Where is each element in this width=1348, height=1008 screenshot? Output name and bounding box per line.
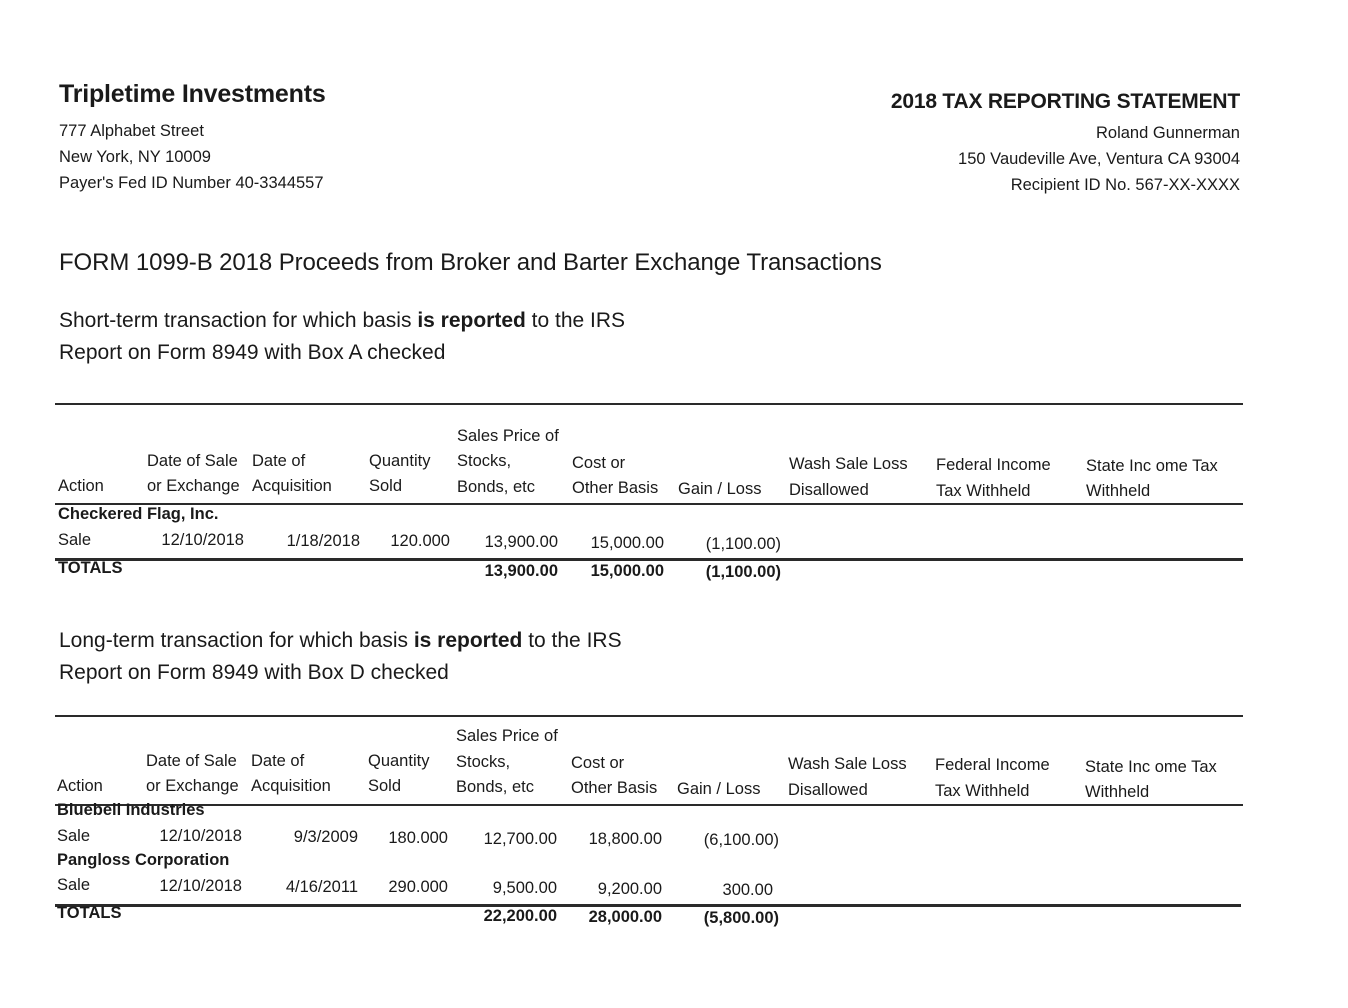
short-term-subheading: Report on Form 8949 with Box A checked [59, 341, 446, 364]
payer-block [59, 80, 326, 196]
row-sales: 9,500.00 [492, 879, 557, 897]
row-gain: 300.00 [722, 881, 773, 899]
col-sales-header-1: Sales Price of [457, 427, 559, 445]
short-term-header-rule [55, 503, 1243, 505]
short-term-heading-bold: is reported [417, 309, 526, 332]
col-date-acq-header-2: Acquisition [252, 477, 332, 495]
col-date-acq-header-1: Date of [252, 452, 306, 470]
long-term-header-rule [55, 804, 1243, 806]
row-date-acq: 4/16/2011 [285, 878, 358, 896]
long-term-heading-pre: Long-term transaction for which basis [59, 629, 414, 652]
row-date-sale: 12/10/2018 [159, 827, 242, 845]
col-gain-header: Gain / Loss [677, 780, 761, 798]
short-term-top-rule [55, 403, 1243, 405]
col-wash-header-2: Disallowed [788, 781, 868, 799]
col-qty-header-1: Quantity [369, 452, 431, 470]
col-state-header-2: Withheld [1085, 783, 1150, 801]
col-fed-header-2: Tax Withheld [936, 482, 1031, 500]
row-sales: 12,700.00 [483, 830, 557, 848]
col-qty-header-2: Sold [369, 477, 403, 495]
col-qty-header-1: Quantity [368, 752, 430, 770]
payer-fed-id: Payer's Fed ID Number 40-3344557 [59, 174, 324, 192]
short-term-heading [59, 305, 625, 369]
col-date-sale-header-2: or Exchange [147, 477, 240, 495]
form-title: FORM 1099-B 2018 Proceeds from Broker and Barter Exchange Transactions [59, 249, 882, 276]
row-cost: 18,800.00 [588, 830, 662, 848]
col-date-acq-header-1: Date of [251, 752, 305, 770]
col-action-header: Action [57, 777, 103, 795]
row-qty: 290.000 [388, 878, 448, 896]
col-gain-header: Gain / Loss [678, 480, 762, 498]
col-fed-header-1: Federal Income [936, 456, 1051, 474]
recipient-id: Recipient ID No. 567-XX-XXXX [1010, 176, 1240, 194]
col-cost-header-2: Other Basis [571, 779, 658, 797]
col-date-sale-header-1: Date of Sale [147, 452, 238, 470]
row-qty: 180.000 [388, 829, 448, 847]
short-term-heading-pre: Short-term transaction for which basis [59, 309, 418, 332]
row-action: Sale [57, 876, 91, 894]
short-term-heading-post: to the IRS [525, 309, 626, 332]
long-term-heading [59, 625, 622, 689]
totals-cost: 15,000.00 [590, 562, 664, 580]
row-action: Sale [58, 531, 92, 549]
col-fed-header-2: Tax Withheld [935, 782, 1030, 800]
row-date-sale: 12/10/2018 [159, 877, 242, 895]
totals-label: TOTALS [57, 904, 122, 922]
long-term-heading-bold: is reported [413, 629, 523, 652]
long-term-top-rule [55, 715, 1243, 717]
col-state-header-2: Withheld [1086, 482, 1151, 500]
col-state-header-1: State Inc ome Tax [1085, 758, 1217, 776]
payer-address-street: 777 Alphabet Street [59, 122, 204, 140]
long-term-heading-post: to the IRS [522, 629, 622, 652]
col-sales-header-3: Bonds, etc [456, 778, 534, 796]
col-date-sale-header-1: Date of Sale [146, 752, 237, 770]
col-fed-header-1: Federal Income [935, 756, 1050, 774]
col-qty-header-2: Sold [368, 777, 402, 795]
row-qty: 120.000 [390, 532, 450, 550]
row-sales: 13,900.00 [484, 533, 558, 551]
security-name: Pangloss Corporation [57, 851, 230, 869]
col-sales-header-2: Stocks, [457, 452, 512, 470]
col-action-header: Action [58, 477, 104, 495]
payer-name: Tripletime Investments [59, 80, 326, 108]
col-wash-header-2: Disallowed [789, 481, 869, 499]
row-date-acq: 9/3/2009 [293, 828, 358, 846]
row-cost: 15,000.00 [590, 534, 664, 552]
col-wash-header-1: Wash Sale Loss [788, 755, 907, 773]
col-date-sale-header-2: or Exchange [146, 777, 239, 795]
row-date-acq: 1/18/2018 [286, 532, 360, 550]
security-name: Bluebell Industries [57, 801, 205, 819]
col-cost-header-1: Cost or [572, 454, 626, 472]
col-cost-header-1: Cost or [571, 754, 625, 772]
col-sales-header-3: Bonds, etc [457, 478, 535, 496]
col-date-acq-header-2: Acquisition [251, 777, 331, 795]
totals-cost: 28,000.00 [588, 908, 662, 926]
col-state-header-1: State Inc ome Tax [1086, 457, 1218, 475]
recipient-address: 150 Vaudeville Ave, Ventura CA 93004 [958, 150, 1240, 168]
recipient-block [891, 90, 1240, 198]
col-sales-header-1: Sales Price of [456, 727, 558, 745]
payer-address-city: New York, NY 10009 [59, 148, 211, 166]
totals-label: TOTALS [58, 559, 123, 577]
recipient-name: Roland Gunnerman [1095, 124, 1240, 142]
totals-sales: 22,200.00 [483, 907, 557, 925]
row-action: Sale [57, 827, 91, 845]
row-gain: (6,100.00) [703, 831, 779, 849]
col-cost-header-2: Other Basis [572, 479, 659, 497]
col-wash-header-1: Wash Sale Loss [789, 455, 908, 473]
totals-sales: 13,900.00 [484, 562, 558, 580]
statement-title: 2018 TAX REPORTING STATEMENT [890, 90, 1240, 113]
row-cost: 9,200.00 [597, 880, 662, 898]
totals-gain: (5,800.00) [703, 909, 779, 927]
row-date-sale: 12/10/2018 [161, 531, 244, 549]
col-sales-header-2: Stocks, [456, 753, 511, 771]
security-name: Checkered Flag, Inc. [58, 505, 219, 523]
totals-gain: (1,100.00) [705, 563, 781, 581]
long-term-subheading: Report on Form 8949 with Box D checked [59, 661, 449, 684]
row-gain: (1,100.00) [705, 535, 781, 553]
